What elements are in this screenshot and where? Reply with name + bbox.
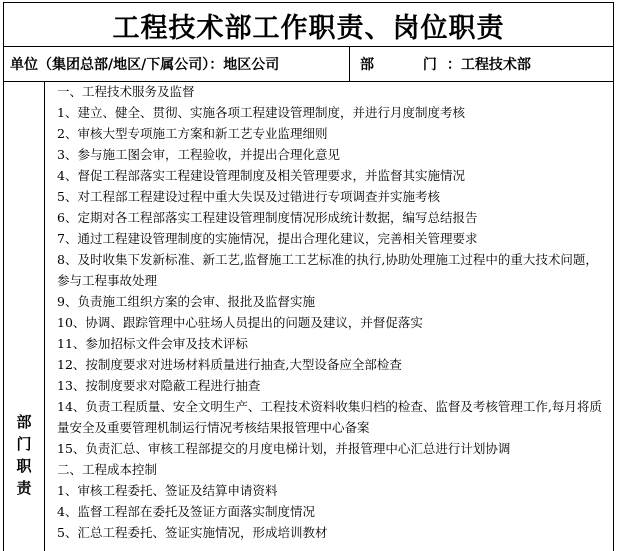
duty-item: 10、协调、跟踪管理中心驻场人员提出的问题及建议，并督促落实 xyxy=(57,315,423,330)
side-char: 门 xyxy=(16,435,32,453)
duty-item: 13、按制度要求对隐蔽工程进行抽查 xyxy=(57,378,261,393)
duty-item: 3、参与施工图会审，工程验收，并提出合理化意见 xyxy=(57,147,340,162)
side-label-cell xyxy=(4,81,45,551)
duties-list xyxy=(45,81,613,551)
department-label: 部 门 xyxy=(360,57,447,73)
duty-item: 6、定期对各工程部落实工程建设管理制度情况形成统计数据，编写总结报告 xyxy=(57,210,478,225)
duty-item: 5、汇总工程委托、签证实施情况，形成培训教材 xyxy=(57,525,328,540)
side-label xyxy=(4,411,44,499)
department-value: ：工程技术部 xyxy=(446,57,531,73)
duty-item: 12、按制度要求对进场材料质量进行抽查,大型设备应全部检查 xyxy=(57,357,402,372)
duty-item: 7、通过工程建设管理制度的实施情况，提出合理化建议，完善相关管理要求 xyxy=(57,231,478,246)
document-title: 工程技术部工作职责、岗位职责 xyxy=(3,2,614,47)
side-char: 职 xyxy=(16,457,32,475)
duties-row xyxy=(3,81,614,551)
department-cell xyxy=(350,47,613,81)
duty-item: 4、监督工程部在委托及签证方面落实制度情况 xyxy=(57,504,315,519)
duty-item: 5、对工程部工程建设过程中重大失误及过错进行专项调查并实施考核 xyxy=(57,189,440,204)
section-heading: 一、工程技术服务及监督 xyxy=(57,84,195,99)
duty-item: 9、负责施工组织方案的会审、报批及监督实施 xyxy=(57,294,315,309)
unit-row xyxy=(3,46,614,82)
duty-item: 1、建立、健全、贯彻、实施各项工程建设管理制度，并进行月度制度考核 xyxy=(57,105,465,120)
duty-item: 1、审核工程委托、签证及结算申请资料 xyxy=(57,483,278,498)
section-heading: 二、工程成本控制 xyxy=(57,462,158,477)
duty-item: 2、审核大型专项施工方案和新工艺专业监理细则 xyxy=(57,126,328,141)
duty-item: 14、负责工程质量、安全文明生产、工程技术资料收集归档的检查、监督及考核管理工作,每月将质量安全及重要管理机制运行情况考核结果报管理中心备案 xyxy=(57,399,602,435)
side-char: 责 xyxy=(16,479,32,497)
duty-item: 15、负责汇总、审核工程部提交的月度电梯计划，并报管理中心汇总进行计划协调 xyxy=(57,441,511,456)
duty-item: 11、参加招标文件会审及技术评标 xyxy=(57,336,248,351)
unit-cell: 单位（集团总部/地区/下属公司）：地区公司 xyxy=(4,47,350,81)
duty-item: 8、及时收集下发新标准、新工艺,监督施工工艺标准的执行,协助处理施工过程中的重大技术问题，参与工程事故处理 xyxy=(57,252,598,288)
side-char: 部 xyxy=(16,413,32,431)
duty-item: 4、督促工程部落实工程建设管理制度及相关管理要求，并监督其实施情况 xyxy=(57,168,465,183)
